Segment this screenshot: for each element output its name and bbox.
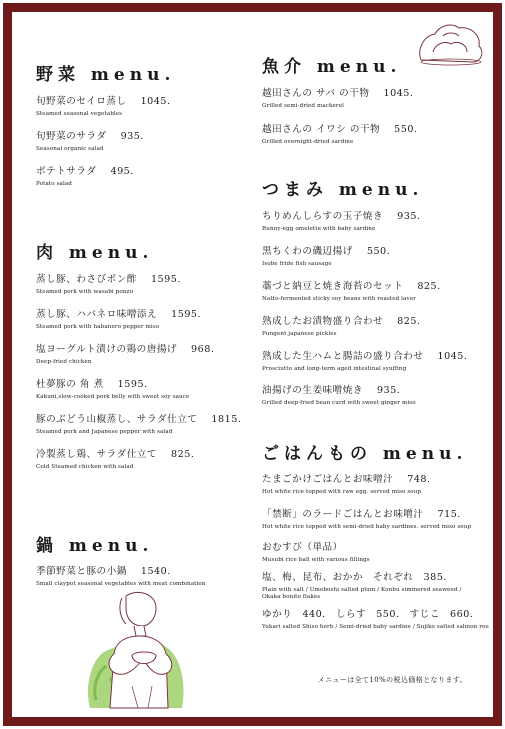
item-price: 935. [376, 385, 401, 396]
item-name: 黒ちくわの磯辺揚げ [262, 246, 353, 257]
menu-item [36, 341, 214, 367]
omusubi-line-2-english: Yukari salted Shiso herb / Semi-dried baby sardine / Sujiko salted salmon roe [262, 623, 489, 630]
item-english: Grilled deep-fried bean curd with sweet ginger miso [262, 400, 416, 406]
item-english: Hot white rice topped with raw egg. served miso soup [262, 489, 422, 495]
menu-item [36, 306, 201, 332]
tax-note: メニューは全て10%の税込価格となります。 [317, 676, 467, 684]
omusubi-line-2: ゆかり 440. しらす 550. すじこ 660. [262, 608, 474, 620]
menu-item [262, 313, 421, 339]
item-english: Runny-egg omelette with baby sardine [262, 226, 376, 232]
menu-item [36, 446, 194, 472]
item-name: 藁づと納豆と焼き海苔のセット [262, 281, 404, 292]
item-price: 935. [120, 131, 144, 142]
item-english: Natto-fermented sticky soy beans with roasted laver [262, 296, 416, 302]
item-price: 825. [397, 316, 421, 327]
item-english: Grilled overnight-dried sardine [262, 139, 354, 145]
item-english: Steamed seasonal vegetables [36, 111, 123, 117]
item-name: 塩ヨーグルト漬けの鶏の唐揚げ [36, 344, 178, 355]
item-price: 1595. [117, 379, 148, 390]
item-price: 968. [191, 344, 215, 355]
item-price: 825. [171, 449, 195, 460]
item-price: 1540. [140, 566, 171, 577]
item-price: 715. [437, 509, 461, 520]
menu-item [36, 376, 189, 402]
item-name: 季節野菜と豚の小鍋 [36, 566, 127, 577]
item-name: 「禁断」のラードごはんとお味噌汁 [262, 509, 424, 520]
menu-item [262, 208, 421, 234]
item-english: Deep-fried chicken [36, 359, 92, 365]
item-english: Grilled semi-dried mackerel [262, 103, 345, 109]
item-price: 1045. [140, 96, 171, 107]
item-price: 550. [366, 246, 391, 257]
menu-item [36, 128, 144, 154]
item-english: Small claypot seasonal vegetables with meat combination [36, 581, 206, 587]
item-english: Hot white rice topped with semi-dried baby sardines. served miso soup [262, 524, 472, 530]
item-name: ポテトサラダ [36, 166, 97, 177]
item-name: 越田さんの サバ の干物 [262, 88, 370, 99]
item-english: Seasonal organic salad [36, 146, 104, 152]
item-name: たまごかけごはんとお味噌汁 [262, 474, 394, 485]
section-title-nabe: 鍋 menu. [36, 536, 154, 556]
item-name: 蒸し豚、わさびポン酢 [36, 274, 137, 285]
menu-item [262, 382, 416, 408]
item-name: 冷製蒸し鶏、サラダ仕立て [36, 449, 158, 460]
section-title-yasai: 野菜 menu. [36, 65, 176, 85]
menu-item [36, 93, 171, 119]
item-name: 豚のぶどう山椒蒸し、サラダ仕立て [36, 414, 198, 425]
omusubi-heading: おむすび（単品） [262, 542, 343, 553]
menu-item [36, 411, 241, 437]
item-english: Cold Steamed chicken with salad [36, 464, 134, 470]
item-price: 1595. [171, 309, 202, 320]
menu-page [3, 3, 502, 726]
item-name: 蒸し豚、ハバネロ味噌添え [36, 309, 158, 320]
item-price: 935. [397, 211, 421, 222]
item-name: 旬野菜のセイロ蒸し [36, 96, 127, 107]
menu-item [262, 85, 413, 111]
item-price: 1045. [437, 351, 468, 362]
item-english: Prosciutto and long-term aged intestinal syuffing [262, 366, 407, 372]
section-title-niku: 肉 menu. [36, 243, 154, 263]
woman-with-bowl-illustration [82, 590, 192, 710]
item-price: 825. [417, 281, 441, 292]
menu-item [36, 163, 134, 189]
item-price: 1815. [211, 414, 242, 425]
omusubi-heading-english: Musubi rice ball with various fillings [262, 557, 370, 563]
menu-item [36, 271, 181, 297]
item-name: 旬野菜のサラダ [36, 131, 107, 142]
item-english: Potato salad [36, 181, 72, 187]
item-english: Isobe fride fish sausage [262, 261, 332, 267]
item-english: Pungent japanese pickles [262, 331, 337, 337]
item-english: Steamed pork with wasabi ponzu [36, 289, 134, 295]
menu-item [262, 121, 418, 147]
section-title-gohan: ごはんもの menu. [262, 444, 468, 464]
item-name: 熟成したお漬物盛り合わせ [262, 316, 384, 327]
omusubi-line-1: 塩、梅、昆布、おかか それぞれ 385. [262, 571, 447, 583]
menu-item [262, 471, 431, 497]
item-english: Steamed pork with habanero pepper miso [36, 324, 160, 330]
item-price: 1595. [150, 274, 181, 285]
item-english: Kakuni,slow-cooked pork belly with sweet soy sauce [36, 394, 190, 400]
item-english: Steamed pork and Japanese pepper with salad [36, 429, 173, 435]
item-price: 495. [110, 166, 134, 177]
omusubi-line-1-english: Plain with salt / Umeboshi salted plum / Konbu simmered seaweed / Okaka bonito flakes [262, 586, 462, 601]
item-name: 熟成した生ハムと腸詰の盛り合わせ [262, 351, 424, 362]
menu-item [262, 278, 441, 304]
item-name: 杜夢豚の 角 煮 [36, 379, 104, 390]
item-name: 越田さんの イワシ の干物 [262, 124, 381, 135]
rice-bun-illustration [415, 22, 485, 66]
menu-item [262, 506, 471, 532]
menu-item [262, 243, 390, 269]
menu-item [262, 348, 467, 374]
item-name: 油揚げの生姜味噌焼き [262, 385, 363, 396]
item-price: 550. [394, 124, 418, 135]
menu-item [36, 563, 206, 589]
item-price: 1045. [383, 88, 414, 99]
section-title-tsumami: つまみ menu. [262, 180, 424, 200]
omusubi-group [262, 539, 489, 631]
section-title-gyokai: 魚介 menu. [262, 57, 402, 77]
item-name: ちりめんしらすの玉子焼き [262, 211, 384, 222]
item-price: 748. [407, 474, 431, 485]
